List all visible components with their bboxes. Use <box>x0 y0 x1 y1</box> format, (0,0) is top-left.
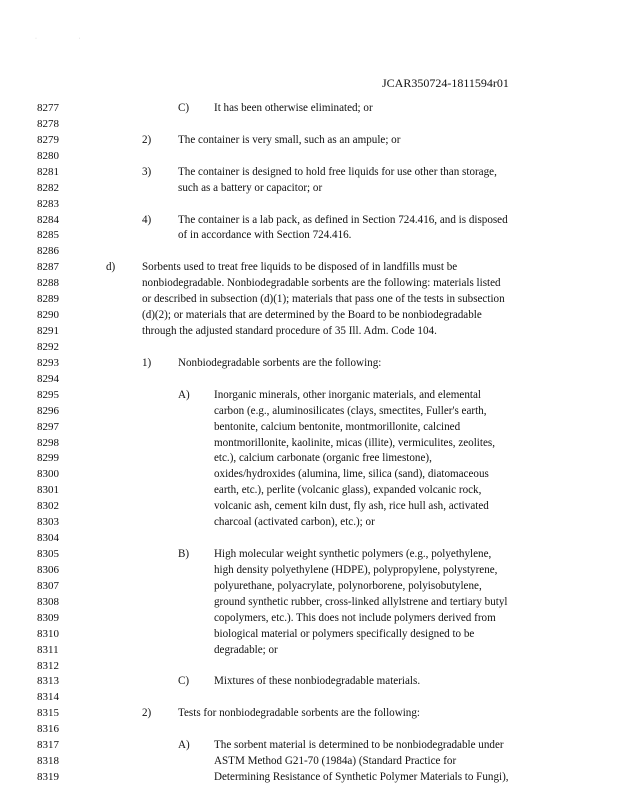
line-number: 8310 <box>37 627 59 640</box>
line-number: 8290 <box>37 309 59 322</box>
line-number: 8308 <box>37 595 59 608</box>
text-line: Tests for nonbiodegradable sorbents are the following: <box>178 707 420 720</box>
text-line: (d)(2); or materials that are determined by the Board to be nonbiodegradable <box>142 309 482 322</box>
line-number: 8278 <box>37 117 59 130</box>
item-label: 3) <box>142 165 152 178</box>
text-line: Sorbents used to treat free liquids to be disposed of in landfills must be <box>142 261 458 274</box>
line-number: 8295 <box>37 388 59 401</box>
line-number: 8304 <box>37 532 59 545</box>
line-number: 8289 <box>37 293 59 306</box>
text-line: charcoal (activated carbon), etc.); or <box>214 516 375 529</box>
line-number: 8303 <box>37 516 59 529</box>
text-line: montmorillonite, kaolinite, micas (illite), vermiculites, zeolites, <box>214 436 495 449</box>
text-line: Nonbiodegradable sorbents are the following: <box>178 356 382 369</box>
line-number: 8293 <box>37 356 59 369</box>
line-number: 8286 <box>37 245 59 258</box>
line-number: 8277 <box>37 102 59 114</box>
line-number: 8306 <box>37 563 59 576</box>
item-label: d) <box>106 261 116 274</box>
line-number: 8288 <box>37 277 59 290</box>
line-number: 8318 <box>37 755 59 768</box>
text-line: ASTM Method G21-70 (1984a) (Standard Practice for <box>214 755 457 768</box>
line-number: 8296 <box>37 404 59 417</box>
line-number: 8299 <box>37 452 59 465</box>
item-label: B) <box>178 548 190 561</box>
line-number: 8313 <box>37 675 59 688</box>
line-number: 8283 <box>37 197 59 210</box>
text-line: degradable; or <box>214 643 278 656</box>
line-number: 8301 <box>37 484 59 497</box>
line-number: 8282 <box>37 181 59 194</box>
text-line: such as a battery or capacitor; or <box>178 181 323 194</box>
text-line: High molecular weight synthetic polymers (e.g., polyethylene, <box>214 548 492 561</box>
text-line: through the adjusted standard procedure of 35 Ill. Adm. Code 104. <box>142 325 437 338</box>
line-number: 8311 <box>37 643 59 656</box>
text-line: The sorbent material is determined to be nonbiodegradable under <box>214 739 504 752</box>
line-number: 8305 <box>37 548 59 561</box>
text-line: polyurethane, polyacrylate, polynorborene, polyisobutylene, <box>214 579 482 592</box>
text-line: oxides/hydroxides (alumina, lime, silica (sand), diatomaceous <box>214 468 489 481</box>
text-line: ground synthetic rubber, cross-linked allylstrene and tertiary butyl <box>214 595 508 608</box>
text-line: volcanic ash, cement kiln dust, fly ash, rice hull ash, activated <box>214 500 489 513</box>
line-number: 8279 <box>37 133 59 146</box>
line-number: 8317 <box>37 739 59 752</box>
text-line: earth, etc.), perlite (volcanic glass), expanded volcanic rock, <box>214 484 482 497</box>
line-number: 8287 <box>37 261 59 274</box>
line-number: 8302 <box>37 500 59 513</box>
item-label: A) <box>178 739 190 752</box>
line-number: 8280 <box>37 149 59 162</box>
item-label: C) <box>178 102 190 114</box>
text-line: The container is a lab pack, as defined in Section 724.416, and is disposed <box>178 213 508 226</box>
text-line: or described in subsection (d)(1); materials that pass one of the tests in subsection <box>142 293 505 306</box>
line-number: 8297 <box>37 420 59 433</box>
text-line: etc.), calcium carbonate (organic free limestone), <box>214 452 432 465</box>
document-id-header: JCAR350724-1811594r01 <box>382 76 509 90</box>
text-line: bentonite, calcium bentonite, montmorillonite, calcined <box>214 420 461 433</box>
line-number: 8316 <box>37 723 59 736</box>
line-number: 8314 <box>37 691 59 704</box>
line-number: 8300 <box>37 468 59 481</box>
line-number: 8285 <box>37 229 59 242</box>
text-line: high density polyethylene (HDPE), polypropylene, polystyrene, <box>214 563 498 576</box>
line-number: 8312 <box>37 659 59 672</box>
text-line: biological material or polymers specifically designed to be <box>214 627 475 640</box>
line-number: 8284 <box>37 213 59 226</box>
line-number: 8281 <box>37 165 59 178</box>
text-line: of in accordance with Section 724.416. <box>178 229 352 242</box>
item-label: 1) <box>142 356 152 369</box>
item-label: C) <box>178 675 190 688</box>
line-number: 8294 <box>37 372 59 385</box>
line-number: 8292 <box>37 340 59 353</box>
item-label: A) <box>178 388 190 401</box>
line-number: 8291 <box>37 325 59 338</box>
text-line: Inorganic minerals, other inorganic materials, and elemental <box>214 388 481 401</box>
text-line: Determining Resistance of Synthetic Polymer Materials to Fungi), <box>214 771 509 784</box>
text-line: The container is very small, such as an ampule; or <box>178 133 401 146</box>
text-line: The container is designed to hold free liquids for use other than storage, <box>178 165 497 178</box>
line-number: 8307 <box>37 579 59 592</box>
text-line: nonbiodegradable. Nonbiodegradable sorbents are the following: materials listed <box>142 277 501 290</box>
text-line: carbon (e.g., aluminosilicates (clays, smectites, Fuller's earth, <box>214 404 487 417</box>
item-label: 2) <box>142 133 152 146</box>
text-line: Mixtures of these nonbiodegradable materials. <box>214 675 421 688</box>
line-number: 8319 <box>37 771 59 784</box>
item-label: 4) <box>142 213 152 226</box>
scan-speck-marks: · · <box>35 36 101 42</box>
text-line: copolymers, etc.). This does not include polymers derived from <box>214 611 496 624</box>
line-number: 8298 <box>37 436 59 449</box>
line-number: 8309 <box>37 611 59 624</box>
text-line: It has been otherwise eliminated; or <box>214 102 373 114</box>
item-label: 2) <box>142 707 152 720</box>
line-number: 8315 <box>37 707 59 720</box>
